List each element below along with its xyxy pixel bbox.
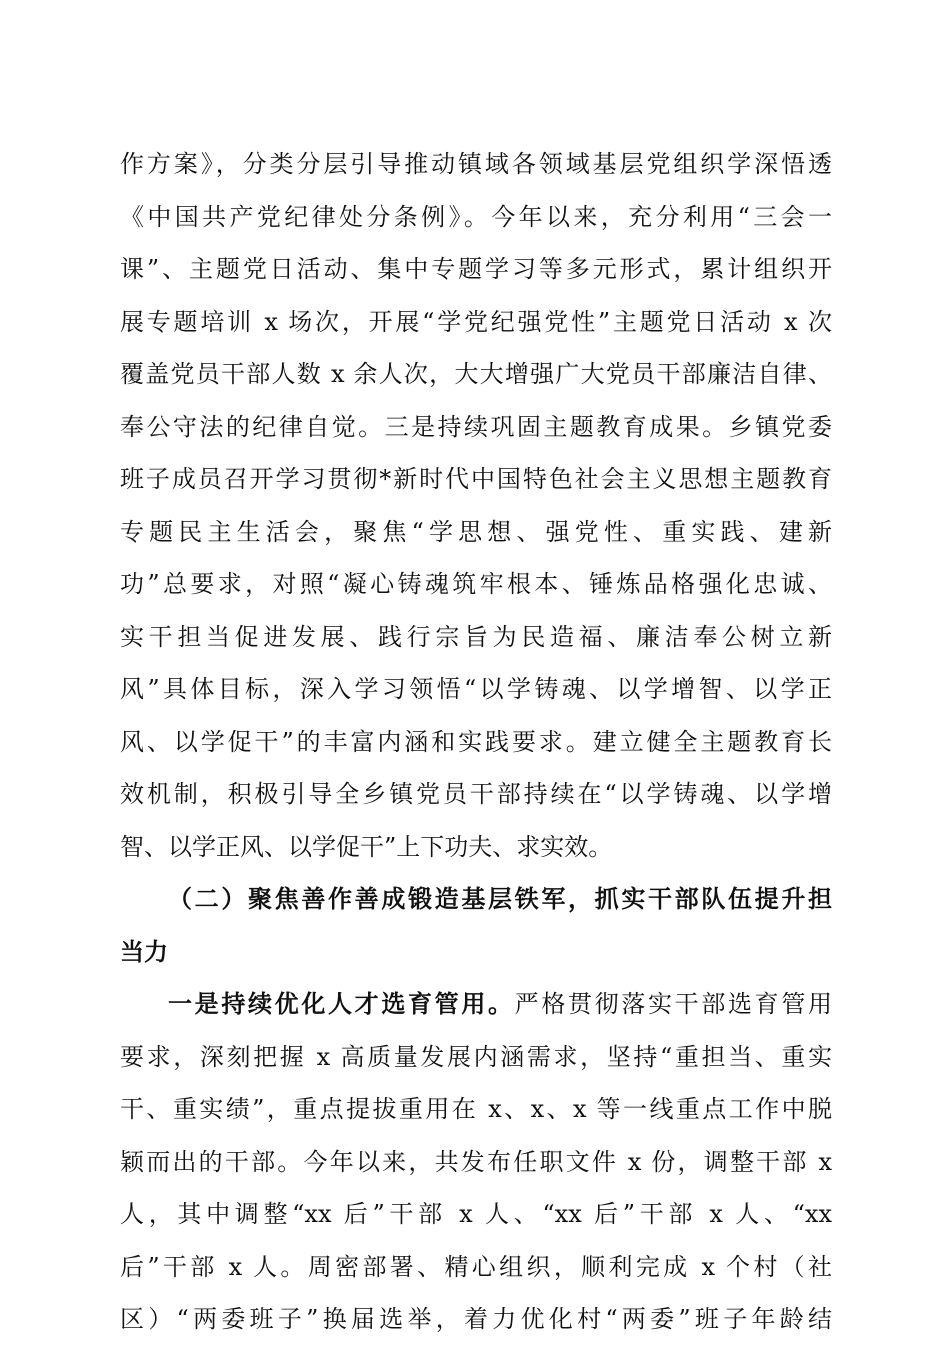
text-line: 课”、主题党日活动、集中专题学习等多元形式，累计组织开 [120,255,832,283]
text-line: 效机制，积极引导全乡镇党员干部持续在“以学铸魂、以学增 [120,780,832,808]
text-line: 风、以学促干”的丰富内涵和实践要求。建立健全主题教育长 [120,727,832,756]
text-line: 智、以学正风、以学促干”上下功夫、求实效。 [120,832,613,861]
text-line: 要求，深刻把握 x 高质量发展内涵需求，坚持“重担当、重实 [120,1042,832,1071]
paragraph-2 [120,978,832,1346]
text-line: 《中国共产党纪律处分条例》。今年以来，充分利用“三会一 [120,202,832,231]
text-line: 展专题培训 x 场次，开展“学党纪强党性”主题党日活动 x 次 [120,307,832,336]
text-line: 功”总要求，对照“凝心铸魂筑牢根本、锤炼品格强化忠诚、 [120,570,832,598]
text-line: 实干担当促进发展、践行宗旨为民造福、廉洁奉公树立新 [120,622,832,651]
text-line: 班子成员召开学习贯彻*新时代中国特色社会主义思想主题教育 [120,465,832,493]
text-line: 区）“两委班子”换届选举，着力优化村“两委”班子年龄结 [120,1305,832,1333]
text-line: 奉公守法的纪律自觉。三是持续巩固主题教育成果。乡镇党委 [120,412,832,441]
text-line: 颖而出的干部。今年以来，共发布任职文件 x 份，调整干部 x [120,1147,832,1176]
paragraph-lead-rest: 严格贯彻落实干部选育管用 [514,990,833,1018]
text-line: 后”干部 x 人。周密部署、精心组织，顺利完成 x 个村（社 [120,1252,832,1281]
text-line [120,978,832,1031]
paragraph-1 [120,138,832,873]
heading-line: 当力 [120,936,168,966]
section-heading [120,873,832,978]
text-line: 干、重实绩”，重点提拔重用在 x、x、x 等一线重点工作中脱 [120,1095,832,1123]
text-line: 作方案》，分类分层引导推动镇域各领域基层党组织学深悟透 [120,150,832,178]
text-line: 人，其中调整“xx 后”干部 x 人、“xx 后”干部 x 人、“xx [120,1200,832,1228]
document-body [120,138,832,1346]
paragraph-lead: 一是持续优化人才选育管用。 [168,989,515,1018]
heading-line: （二）聚焦善作善成锻造基层铁军，抓实干部队伍提升担 [168,884,832,913]
text-line: 覆盖党员干部人数 x 余人次，大大增强广大党员干部廉洁自律、 [120,360,832,388]
text-line: 专题民主生活会，聚焦“学思想、强党性、重实践、建新 [120,517,832,546]
text-line: 风”具体目标，深入学习领悟“以学铸魂、以学增智、以学正 [120,675,832,703]
